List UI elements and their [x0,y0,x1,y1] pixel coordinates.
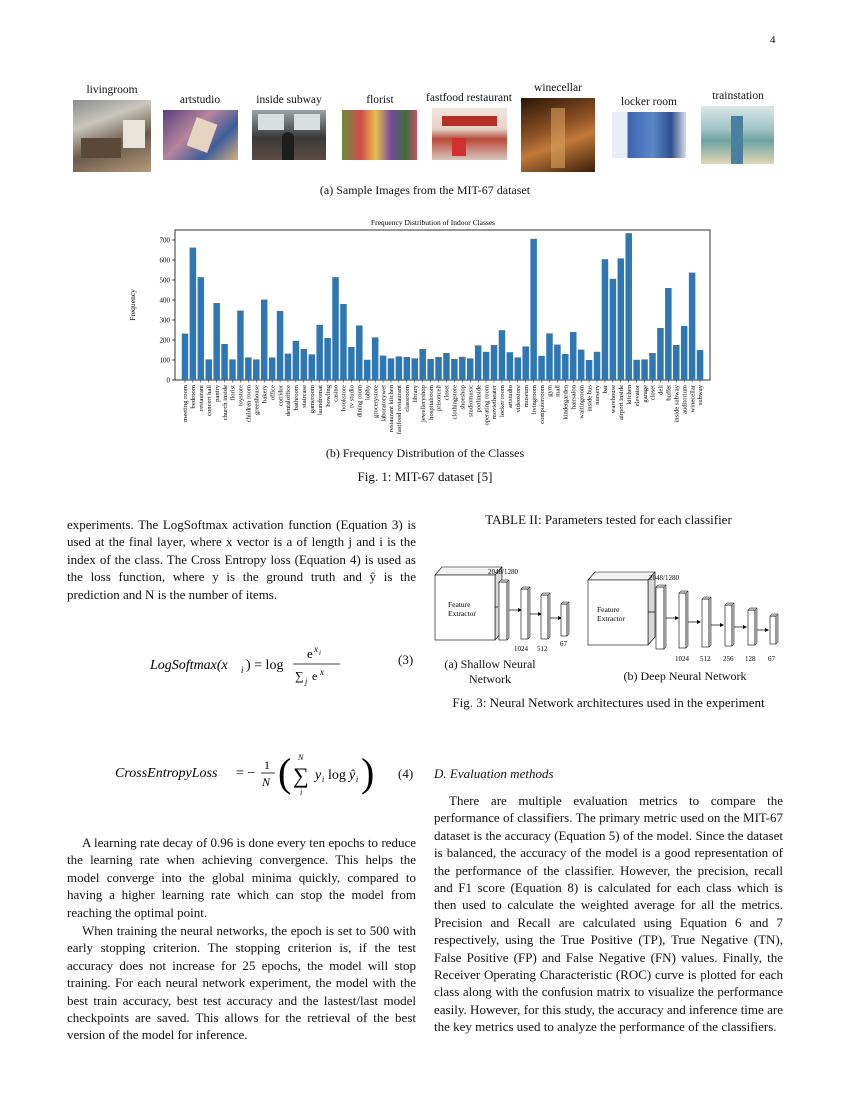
bar-mall [554,345,560,380]
x-tick-label: staircase [301,385,309,408]
bar-tv-studio [348,347,354,380]
bar-auditorium [681,326,687,380]
x-tick-label: studiomusic [467,385,475,417]
x-tick-label: church inside [221,385,229,421]
chart-caption: (b) Frequency Distribution of the Classes [325,446,525,460]
bar-bookstore [340,304,346,380]
bar-dining-room [356,325,362,380]
bar-airport-inside [618,258,624,380]
x-tick-label: locker room [499,385,507,418]
sample-label-livingroom: livingroom [86,84,138,96]
y-tick-label: 0 [166,376,170,385]
y-tick-label: 100 [159,356,170,365]
x-tick-label: bookstore [340,385,348,412]
bar-inside-bus [586,360,592,380]
deep-network-diagram [583,560,783,670]
svg-text:i: i [356,775,359,784]
bar-closet [443,353,449,380]
x-tick-label: jewelleryshop [419,385,427,422]
shallow-layer-512: 512 [537,645,548,653]
x-tick-label: kitchen [625,385,633,405]
bar-restaurant [198,277,204,380]
x-tick-label: waitingroom [578,385,586,419]
x-tick-label: pantry [213,385,221,402]
shallow-layer-1024: 1024 [514,645,528,653]
x-tick-label: restaurant [198,385,206,411]
x-tick-label: elevator [633,385,641,407]
deep-extractor-line2: Extractor [597,614,625,623]
bar-bedroom [190,248,196,380]
x-tick-label: florist [229,385,237,401]
x-tick-label: meeting room [182,385,190,422]
bar-movietheater [491,345,497,380]
x-tick-label: gym [546,385,554,397]
right-para [434,792,783,1036]
bar-inside-subway [673,345,679,380]
svg-text:j: j [305,677,308,686]
sample-label-winecellar: winecellar [534,82,582,94]
fig3-caption: Fig. 3: Neural Network architectures used in the experiment [452,695,765,710]
bar-gym [546,333,552,380]
fig1-caption: Fig. 1: MIT-67 dataset [5] [357,469,493,484]
x-tick-label: warehouse [610,385,618,414]
trainstation-image [701,106,774,164]
fastfood-restaurant-image [432,108,507,160]
artstudio-image [163,110,238,160]
bar-bar [602,259,608,380]
bar-laboratorywet [380,356,386,380]
x-tick-label: closet [649,385,657,401]
sample-label-artstudio: artstudio [179,94,221,106]
svg-text:N: N [262,775,271,789]
svg-text:i: i [300,788,303,797]
x-tick-label: bowling [324,385,332,407]
equation-3-number: (3) [398,652,414,667]
x-tick-label: clothingstore [451,385,459,420]
section-title: D. Evaluation methods [434,766,554,781]
training-text: When training the neural networks, the epoch is set to 500 with early stopping criterion. The stopping criterion is, if the test accuracy does not increase for 25 epochs, the model will stop training. For each neural network experiment, the model with the best train accuracy, best test accuracy and the lastest/last model checkpoints are saved. This allows for the retrieval of the best version of the model for inference. [67,923,416,1043]
x-tick-label: videostore [514,385,522,413]
svg-text:e: e [312,669,318,683]
svg-text:LogSoftmax(x: LogSoftmax(x [150,658,228,673]
bar-museum [522,346,528,380]
svg-text:1: 1 [264,758,270,772]
x-tick-label: shoeshop [459,385,467,410]
bar-jewelleryshop [419,349,425,380]
table-ii-caption: TABLE II: Parameters tested for each classifier [485,512,732,527]
x-tick-label: computerroom [538,385,546,424]
florist-image [342,110,417,160]
bar-hospitalroom [427,359,433,380]
x-tick-label: lobby [364,385,372,401]
bar-gameroom [309,354,315,380]
x-tick-label: inside subway [673,385,681,423]
shallow-extractor-line2: Extractor [448,609,476,618]
sample-label-fastfood-restaurant: fastfood restaurant [426,92,512,104]
shallow-extractor-line1: Feature [448,600,471,609]
equation-4 [115,748,375,804]
x-tick-label: greenhouse [253,385,261,416]
x-tick-label: dining room [356,385,364,418]
svg-text:i: i [322,775,325,784]
x-tick-label: inside bus [586,385,594,412]
x-tick-label: toystore [237,385,245,407]
bar-locker-room [499,330,505,380]
x-tick-label: bakery [261,385,269,403]
sample-label-locker-room: locker room [621,96,677,108]
x-tick-label: library [411,385,419,403]
bar-garage [641,359,647,380]
bar-bowling [324,338,330,380]
x-tick-label: subway [697,385,705,406]
x-tick-label: dentaloffice [285,385,293,417]
bar-computerroom [538,356,544,380]
x-tick-label: deli [657,385,665,395]
evaluation-text: There are multiple evaluation metrics to compare the performance of classifiers. The primary metric used on the MIT-67 dataset is the accuracy (Equation 5) of the model. Since the dataset is balanced, the accuracy of the model is a good representation of the performance of the classifier. However, the precision, recall and F1 score (Equation 8) is calculated for each class which is then used to calculate the weighted average for all the metrics. Precision and Recall are calculated using Equation 6 and 7 respectively, using the True Positive (TP), True Negative (TN), False Positive (FP) and False Negative (FN) values. Finally, the Receiver Operating Characteristic (ROC) curve is plotted for each class along with the confusion matrix to visualize the performance easily. However, for this study, the accuracy and inference time are the key metrics used to analyze the performance of the classifiers. [434,793,783,1035]
sample-label-trainstation: trainstation [712,90,764,102]
svg-text:) = log: ) = log [246,658,284,673]
bar-kindergarden [562,354,568,380]
bar-staircase [301,349,307,380]
locker-room-image [612,112,686,158]
livingroom-image [73,100,151,172]
svg-text:e: e [307,646,313,661]
svg-text:(: ( [278,750,292,795]
bar-office [269,357,275,380]
bar-videostore [515,357,521,380]
svg-text:CrossEntropyLoss: CrossEntropyLoss [115,766,218,781]
chart-title: Frequency Distribution of Indoor Classes [370,218,496,227]
svg-text:∑: ∑ [293,763,309,788]
bar-waitingroom [578,350,584,380]
svg-text:): ) [361,750,375,795]
x-tick-label: nursery [594,385,602,405]
bar-corridor [277,311,283,380]
bar-casino [332,277,338,380]
bar-fastfood-restaurant [396,356,402,380]
intro-text: experiments. The LogSoftmax activation function (Equation 3) is used at the final layer, where x vector is a of length j and i is the index of the class. The Cross Entropy loss (Equation 4) is used as the loss function, where y is the ground truth and ŷ is the prediction and N is the number of items. [67,517,416,602]
x-tick-label: prisoncell [435,385,443,412]
bar-prisoncell [435,357,441,380]
bar-buffet [665,288,671,380]
learning-rate-text: A learning rate decay of 0.96 is done every ten epochs to reduce the learning rate when achieving convergence. This helps the model converge into the global minima quickly, compared to having a higher learning rate which can stop the model from reaching the optimal point. [67,835,416,920]
x-tick-label: laboratorywet [380,385,388,422]
x-tick-label: hospitalroom [427,385,435,420]
svg-text:i: i [241,665,244,675]
svg-text:x: x [320,667,324,677]
bar-pantry [213,303,219,380]
deep-top-label: 2048/1280 [649,574,679,582]
bar-classroom [404,357,410,380]
x-tick-label: mall [554,385,562,397]
bar-deli [657,328,663,380]
bar-toystore [237,311,243,380]
winecellar-image [521,98,595,172]
x-tick-label: restaurant kitchen [388,385,396,433]
bar-hairsalon [570,332,576,380]
deep-layer-512: 512 [700,655,711,663]
bar-warehouse [610,279,616,380]
deep-extractor-line1: Feature [597,605,620,614]
bar-greenhouse [253,359,259,380]
x-tick-label: winecellar [689,385,697,413]
x-tick-label: casino [332,385,340,402]
y-tick-label: 300 [159,316,170,325]
x-tick-label: artstudio [507,385,515,409]
y-axis-label: Frequency [128,289,137,321]
bar-children-room [245,357,251,380]
x-tick-label: poolinside [475,385,483,413]
x-tick-label: movietheater [491,385,499,420]
bar-subway [697,350,703,380]
bar-library [412,358,418,380]
y-tick-label: 700 [159,236,170,245]
bar-meeting-room [182,334,188,380]
x-tick-label: corridor [277,385,285,407]
page-number: 4 [770,34,776,46]
bar-poolinside [475,345,481,380]
x-tick-label: livingroom [530,385,538,415]
x-tick-label: office [269,385,277,401]
svg-text:N: N [298,753,304,762]
bar-florist [229,359,235,380]
bar-shoeshop [459,357,465,380]
y-tick-label: 600 [159,256,170,265]
bar-elevator [633,360,639,380]
x-tick-label: laundromat [316,385,324,416]
x-tick-label: bedroom [190,385,198,409]
bar-winecellar [689,273,695,380]
x-tick-label: museum [522,385,530,408]
deep-layer-67: 67 [768,655,775,663]
bar-grocerystore [372,337,378,380]
svg-text:ŷ: ŷ [349,768,356,783]
deep-layer-256: 256 [723,655,734,663]
x-tick-label: closet [443,385,451,401]
shallow-caption-line1: (a) Shallow Neural [444,657,536,671]
x-tick-label: hairsalon [570,385,578,410]
bar-bakery [261,300,267,380]
x-tick-label: bar [602,385,610,394]
sample-label-florist: florist [366,94,394,106]
sample-label-inside-subway: inside subway [256,94,322,106]
bar-artstudio [507,352,513,380]
frequency-chart [0,212,850,457]
y-tick-label: 500 [159,276,170,285]
bar-laundromat [316,325,322,380]
x-tick-label: operating room [483,385,491,426]
left-para-3 [67,922,416,1044]
x-tick-label: bathroom [293,385,301,411]
svg-text:x: x [314,644,318,654]
svg-text:y: y [315,768,322,783]
x-tick-label: children room [245,385,253,423]
bar-kitchen [625,233,631,380]
y-tick-label: 400 [159,296,170,305]
x-tick-label: garage [641,385,649,403]
x-tick-label: buffet [665,385,673,401]
shallow-layer-67: 67 [560,640,567,648]
bar-operating-room [483,352,489,380]
deep-caption: (b) Deep Neural Network [623,669,747,683]
x-tick-label: grocerystore [372,385,380,418]
bar-clothingstore [451,359,457,380]
bar-concert-hall [205,359,211,380]
equation-4-number: (4) [398,766,414,781]
deep-layer-1024: 1024 [675,655,689,663]
x-tick-label: kindergarden [562,385,570,420]
shallow-caption-line2: Network [469,672,511,686]
svg-text:= −: = − [236,766,256,781]
bar-closet [649,353,655,380]
x-tick-label: auditorium [681,385,689,414]
bar-church-inside [221,344,227,380]
x-tick-label: fastfood restaurant [396,385,404,435]
left-para-1 [67,516,416,603]
bar-livingroom [530,239,536,380]
bar-bathroom [293,341,299,380]
svg-text:∑: ∑ [295,669,304,683]
deep-layer-128: 128 [745,655,756,663]
bar-dentaloffice [285,354,291,380]
equation-3 [150,642,380,688]
bar-restaurant-kitchen [388,358,394,380]
bar-nursery [594,352,600,380]
x-tick-label: tv studio [348,385,356,408]
svg-text:i: i [319,649,321,657]
x-tick-label: classroom [404,385,412,412]
y-tick-label: 200 [159,336,170,345]
bar-lobby [364,360,370,380]
samples-caption: (a) Sample Images from the MIT-67 dataset [319,183,531,197]
x-tick-label: concert hall [205,385,213,416]
inside-subway-image [252,110,326,160]
x-tick-label: airport inside [617,385,625,420]
x-tick-label: gameroom [308,385,316,414]
shallow-top-label: 2048/1280 [488,568,518,576]
left-para-2 [67,834,416,921]
bar-studiomusic [467,358,473,380]
svg-text:log: log [328,768,346,783]
